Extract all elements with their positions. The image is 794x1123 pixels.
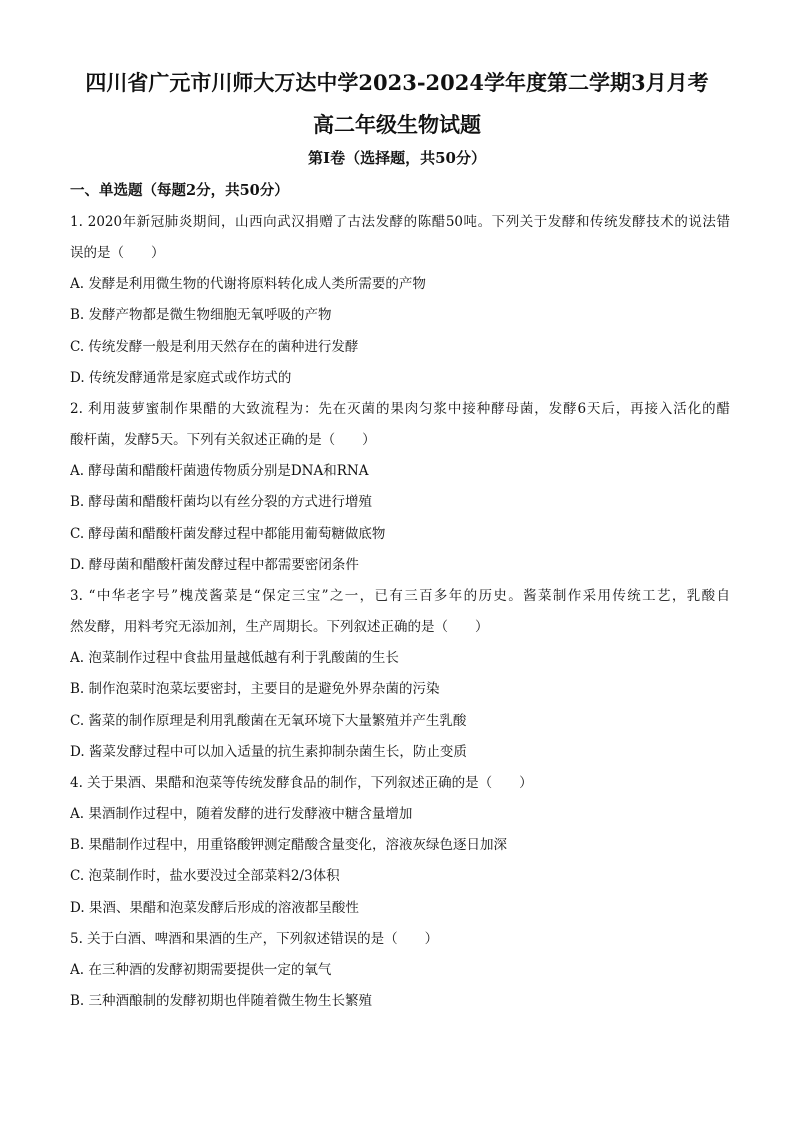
question-5-stem-line-1: 5. 关于白酒、啤酒和果酒的生产，下列叙述错误的是（ ）	[70, 931, 439, 947]
question-3-option-b: B. 制作泡菜时泡菜坛要密封，主要目的是避免外界杂菌的污染	[70, 681, 440, 697]
question-4-option-c: C. 泡菜制作时，盐水要没过全部菜料2/3体积	[70, 868, 340, 884]
question-2-option-b: B. 酵母菌和醋酸杆菌均以有丝分裂的方式进行增殖	[70, 494, 373, 510]
question-3-option-d: D. 酱菜发酵过程中可以加入适量的抗生素抑制杂菌生长，防止变质	[70, 744, 467, 760]
question-1-option-a: A. 发酵是利用微生物的代谢将原料转化成人类所需要的产物	[70, 276, 426, 292]
question-1-option-b: B. 发酵产物都是微生物细胞无氧呼吸的产物	[70, 307, 332, 323]
question-3-option-a: A. 泡菜制作过程中食盐用量越低越有利于乳酸菌的生长	[70, 650, 399, 666]
question-4-option-a: A. 果酒制作过程中，随着发酵的进行发酵液中糖含量增加	[70, 806, 413, 822]
question-3-stem-line-1: 3. “中华老字号”槐茂酱菜是“保定三宝”之一，已有三百多年的历史。酱菜制作采用传统工艺，乳酸自	[70, 588, 730, 604]
question-1-option-d: D. 传统发酵通常是家庭式或作坊式的	[70, 370, 292, 386]
exam-title: 四川省广元市川师大万达中学2023-2024学年度第二学期3月月考	[85, 70, 709, 95]
question-3-stem-line-2: 然发酵，用料考究无添加剂，生产周期长。下列叙述正确的是（ ）	[70, 619, 489, 635]
question-3-option-c: C. 酱菜的制作原理是利用乳酸菌在无氧环境下大量繁殖并产生乳酸	[70, 713, 467, 729]
question-4-option-d: D. 果酒、果醋和泡菜发酵后形成的溶液都呈酸性	[70, 900, 359, 916]
question-5-option-a: A. 在三种酒的发酵初期需要提供一定的氧气	[70, 962, 332, 978]
question-1-stem-line-1: 1. 2020年新冠肺炎期间，山西向武汉捐赠了古法发酵的陈醋50吨。下列关于发酵和传统发酵技术的说法错	[70, 214, 730, 230]
question-2-option-d: D. 酵母菌和醋酸杆菌发酵过程中都需要密闭条件	[70, 557, 359, 573]
question-4-stem-line-1: 4. 关于果酒、果醋和泡菜等传统发酵食品的制作，下列叙述正确的是（ ）	[70, 775, 533, 791]
section-heading: 一、单选题（每题2分，共50分）	[70, 182, 289, 199]
question-5-option-b: B. 三种酒酿制的发酵初期也伴随着微生物生长繁殖	[70, 993, 373, 1009]
exam-subject-title: 高二年级生物试题	[313, 112, 481, 137]
question-2-stem-line-2: 酸杆菌，发酵5天。下列有关叙述正确的是（ ）	[70, 432, 376, 448]
question-2-stem-line-1: 2. 利用菠萝蜜制作果醋的大致流程为：先在灭菌的果肉匀浆中接种酵母菌，发酵6天后，再接入活化的醋	[70, 401, 730, 417]
question-1-stem-line-2: 误的是（ ）	[70, 245, 165, 261]
volume-heading: 第Ⅰ卷（选择题，共50分）	[308, 149, 486, 167]
question-2-option-c: C. 酵母菌和醋酸杆菌发酵过程中都能用葡萄糖做底物	[70, 526, 386, 542]
question-1-option-c: C. 传统发酵一般是利用天然存在的菌种进行发酵	[70, 339, 359, 355]
question-4-option-b: B. 果醋制作过程中，用重铬酸钾测定醋酸含量变化，溶液灰绿色逐日加深	[70, 837, 508, 853]
question-2-option-a: A. 酵母菌和醋酸杆菌遗传物质分别是DNA和RNA	[70, 463, 369, 479]
